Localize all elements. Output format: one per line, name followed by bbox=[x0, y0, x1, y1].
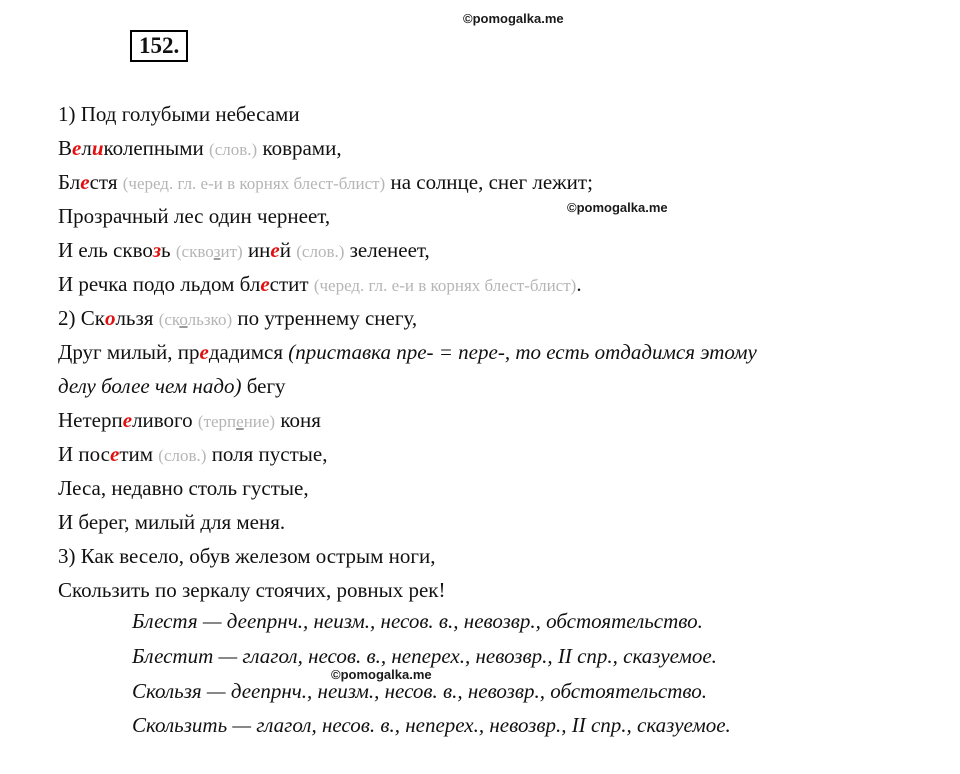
highlighted-letter: е bbox=[110, 442, 120, 466]
italic-comment: делу более чем надо) bbox=[58, 374, 242, 398]
analysis-line: Блестя — деепрнч., неизм., несов. в., невозвр., обстоятельство. bbox=[132, 609, 703, 633]
text-segment: на солнце, снег лежит; bbox=[385, 170, 593, 194]
text-segment: дадимся bbox=[208, 340, 289, 364]
text-segment: . bbox=[576, 272, 582, 296]
text-segment: по утреннему снегу, bbox=[232, 306, 418, 330]
watermark: ©pomogalka.me bbox=[567, 200, 668, 215]
text-segment: Прозрачный лес один чернеет, bbox=[58, 204, 331, 228]
grammar-note-underlined: о bbox=[179, 310, 188, 329]
text-line bbox=[58, 135, 342, 163]
highlighted-letter: е bbox=[260, 272, 270, 296]
grammar-note: (слов.) bbox=[158, 446, 207, 465]
task-number: 152. bbox=[130, 30, 188, 62]
highlighted-letter: е bbox=[199, 340, 209, 364]
text-line bbox=[58, 407, 321, 435]
text-segment: Нетерп bbox=[58, 408, 123, 432]
text-segment: 3) Как весело, обув железом острым ноги, bbox=[58, 544, 436, 568]
text-line bbox=[58, 577, 446, 603]
grammar-note: (скво bbox=[175, 242, 214, 261]
highlighted-letter: е bbox=[270, 238, 280, 262]
highlighted-letter: е bbox=[80, 170, 90, 194]
highlighted-letter: о bbox=[104, 306, 116, 330]
text-segment: В bbox=[58, 136, 73, 160]
text-segment: стит bbox=[269, 272, 314, 296]
text-line bbox=[58, 203, 330, 229]
grammar-note: (черед. гл. е-и в корнях блест-блист) bbox=[313, 276, 577, 295]
text-line bbox=[58, 305, 417, 333]
text-segment: ь bbox=[161, 238, 176, 262]
text-segment: л bbox=[81, 136, 92, 160]
grammar-note: ние) bbox=[243, 412, 276, 431]
text-line bbox=[58, 237, 430, 265]
analysis-line: Блестит — глагол, несов. в., неперех., невозвр., II спр., сказуемое. bbox=[132, 644, 717, 668]
text-segment: зеленеет, bbox=[344, 238, 430, 262]
grammar-note-underlined: з bbox=[213, 242, 221, 261]
grammar-note: (ск bbox=[158, 310, 180, 329]
watermark: ©pomogalka.me bbox=[463, 11, 564, 26]
text-segment: И берег, милый для меня. bbox=[58, 510, 286, 534]
grammar-note: льзко) bbox=[187, 310, 233, 329]
text-segment: ливого bbox=[132, 408, 198, 432]
text-segment: Скользить по зеркалу стоячих, ровных рек! bbox=[58, 578, 446, 602]
grammar-note: (слов.) bbox=[209, 140, 258, 159]
text-segment: стя bbox=[89, 170, 123, 194]
grammar-note: (терп bbox=[197, 412, 237, 431]
highlighted-letter: е bbox=[72, 136, 82, 160]
text-segment: И пос bbox=[58, 442, 110, 466]
text-segment: И ель скво bbox=[58, 238, 153, 262]
text-segment: бегу bbox=[241, 374, 286, 398]
text-segment: Друг милый, пр bbox=[58, 340, 200, 364]
text-line bbox=[58, 509, 285, 535]
text-segment: Леса, недавно столь густые, bbox=[58, 476, 309, 500]
analysis-line: Скользя — деепрнч., неизм., несов. в., невозвр., обстоятельство. bbox=[132, 679, 707, 703]
text-segment: 1) Под голубыми небесами bbox=[58, 102, 300, 126]
text-segment: поля пустые, bbox=[206, 442, 328, 466]
text-segment: й bbox=[279, 238, 297, 262]
text-segment: коня bbox=[275, 408, 321, 432]
highlighted-letter: е bbox=[122, 408, 133, 432]
text-line bbox=[58, 169, 593, 197]
text-segment: тим bbox=[119, 442, 159, 466]
text-line bbox=[58, 441, 327, 469]
text-segment: льзя bbox=[115, 306, 159, 330]
grammar-note-underlined: е bbox=[236, 412, 244, 431]
text-line bbox=[58, 475, 309, 501]
highlighted-letter: з bbox=[152, 238, 162, 262]
text-line bbox=[58, 339, 757, 365]
highlighted-letter: и bbox=[91, 136, 104, 160]
italic-comment: (приставка пре- = пере-, то есть отдадимся этому bbox=[288, 340, 757, 364]
grammar-note: ит) bbox=[220, 242, 243, 261]
text-line bbox=[58, 271, 582, 299]
text-line bbox=[58, 543, 436, 569]
text-segment: 2) Ск bbox=[58, 306, 105, 330]
analysis-line: Скользить — глагол, несов. в., неперех., невозвр., II спр., сказуемое. bbox=[132, 713, 731, 737]
text-segment: Бл bbox=[58, 170, 81, 194]
text-segment: коврами, bbox=[257, 136, 342, 160]
grammar-note: (черед. гл. е-и в корнях блест-блист) bbox=[122, 174, 386, 193]
watermark: ©pomogalka.me bbox=[331, 667, 432, 682]
text-segment: И речка подо льдом бл bbox=[58, 272, 261, 296]
text-segment: колепными bbox=[103, 136, 210, 160]
grammar-note: (слов.) bbox=[296, 242, 345, 261]
text-line bbox=[58, 101, 300, 127]
text-segment: ин bbox=[242, 238, 271, 262]
text-line bbox=[58, 373, 286, 399]
